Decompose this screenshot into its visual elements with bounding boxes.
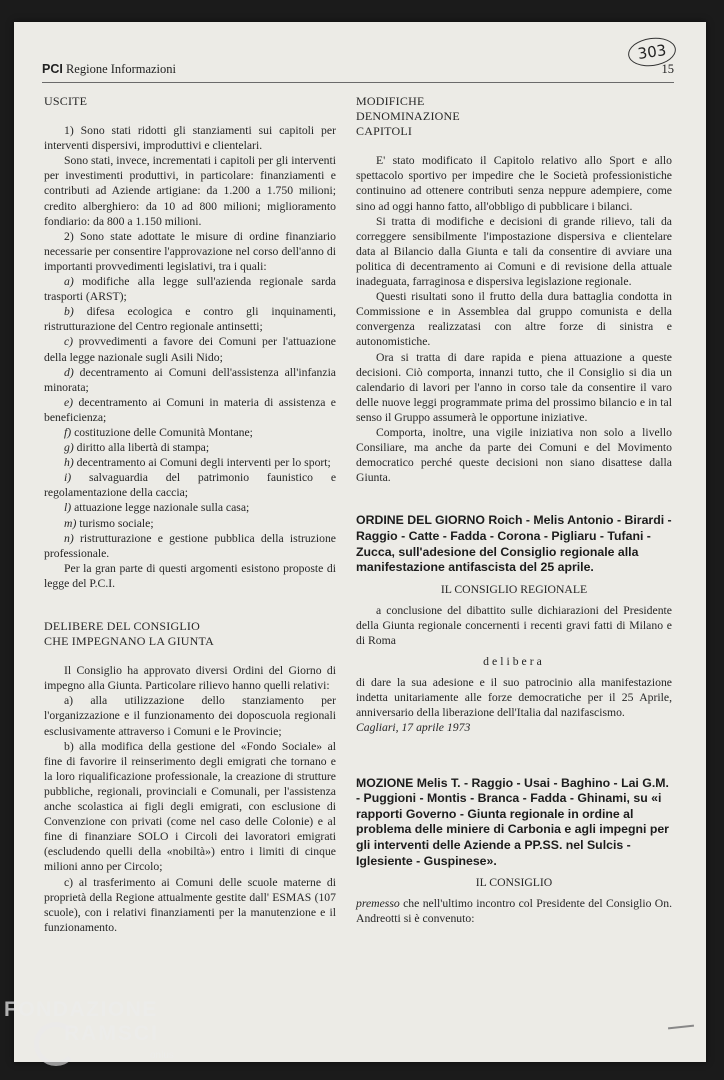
list-item: g) diritto alla libertà di stampa; — [64, 441, 210, 455]
council-heading: IL CONSIGLIO — [475, 876, 553, 890]
list-item: b) difesa ecologica e contro gli inquinamenti, ristrutturazione del Centro regionale antinsetti; — [44, 305, 336, 334]
pencil-mark — [668, 1025, 694, 1030]
header-brand: PCI — [42, 62, 63, 76]
paragraph: Per la gran parte di questi argomenti esistono proposte di legge del P.C.I. — [44, 561, 336, 590]
paragraph: premesso che nell'ultimo incontro col Presidente del Consiglio On. Andreotti si è convenuto: — [356, 897, 673, 926]
watermark-logo: FONDAZIONE RAMSCI onlus — [4, 998, 204, 1074]
page-number: 15 — [661, 62, 674, 76]
paragraph: Sono stati, invece, incrementati i capitoli per gli interventi per investimenti produttivi, in particolare: finanziamenti e contributi ad Aziende artigiane: da 1.200 a 1.750 milioni; credito alberghiero: da 10 ad 800 milioni; miglioramento fondiario: da 800 a 1.150 milioni. — [44, 154, 336, 228]
list-item: e) decentramento ai Comuni in materia di assistenza e beneficienza; — [44, 395, 336, 424]
ordine-del-giorno-title: ORDINE DEL GIORNO Roich - Melis Antonio - Birardi - Raggio - Catte - Fadda - Corona - Pigliaru - Tufani - Zucca, sull'adesione del Consiglio regionale alla manifestazione antifascista del 25 aprile. — [356, 513, 672, 575]
left-column — [44, 94, 336, 935]
paragraph: Ora si tratta di dare rapida e piena attuazione a queste decisioni. Ciò comporta, innanzi tutto, che il Consiglio si dia un calendario di lavori per l'anno in corso tale da consentire il varo delle nuove leggi programmate prima del prossimo bilancio e in tal senso il Gruppo assumerà le opportune iniziative. — [356, 350, 672, 424]
right-column — [356, 94, 672, 926]
section-title-uscite: USCITE — [44, 94, 88, 108]
page-header — [42, 62, 674, 83]
paragraph: a conclusione del dibattito sulle dichiarazioni del Presidente della Giunta regionale concernenti i recenti gravi fatti di Milano e di Roma — [356, 603, 672, 647]
paragraph: Si tratta di modifiche e decisioni di grande rilievo, tali da correggere sensibilmente l'impostazione dispersiva e clientelare data al Bilancio dalla Giunta e tali da consentire di avviare una politica di decentramento ai Comuni e di revisione della attuale inadeguata, farraginosa e dispersiva legislazione regionale. — [356, 214, 672, 289]
handwritten-page-number: 303 — [626, 35, 677, 69]
mozione-title: MOZIONE Melis T. - Raggio - Usai - Baghino - Lai G.M. - Puggioni - Montis - Branca - Fadda - Ghinami, su «i rapporti Governo - Giunta regionale in ordine al problema delle miniere di Carbonia e agli impegni per gli interventi delle Aziende a PP.SS. nel Sulcis - Iglesiente - Guspinese». — [356, 775, 669, 868]
paragraph: di dare la sua adesione e il suo patrocinio alla manifestazione indetta unitariamente alle forze democratiche per il 25 Aprile, anniversario della liberazione dell'Italia dal nazifascismo. — [356, 676, 672, 720]
place-date: Cagliari, 17 aprile 1973 — [356, 721, 471, 735]
council-heading: IL CONSIGLIO REGIONALE — [440, 582, 588, 596]
list-item: h) decentramento ai Comuni degli interventi per lo sport; — [64, 456, 331, 470]
paragraph: Questi risultati sono il frutto della dura battaglia condotta in Commissione e in Assemblea dal gruppo comunista e della convergenza realizzatasi con altre forze di sinistra e autonomistiche. — [356, 290, 672, 349]
header-title: Regione Informazioni — [65, 62, 177, 76]
delibera-label: delibera — [483, 655, 545, 669]
section-title-modifiche: MODIFICHE DENOMINAZIONE CAPITOLI — [356, 94, 460, 139]
list-item: f) costituzione delle Comunità Montane; — [64, 425, 253, 439]
list-item: i) salvaguardia del patrimonio faunistico e regolamentazione della caccia; — [44, 471, 337, 500]
list-item: a) modifiche alla legge sull'azienda regionale sarda trasporti (ARST); — [44, 275, 336, 304]
paragraph: Il Consiglio ha approvato diversi Ordini del Giorno di impegno alla Giunta. Particolare rilievo hanno quelli relativi: — [44, 664, 336, 693]
measures-list — [44, 274, 336, 561]
paragraph: 1) Sono stati ridotti gli stanziamenti sui capitoli per interventi dispersivi, improduttivi e clientelari. — [44, 124, 336, 153]
section-title-delibere: DELIBERE DEL CONSIGLIO CHE IMPEGNANO LA GIUNTA — [44, 619, 214, 649]
paragraph: 2) Sono state adottate le misure di ordine finanziario necessarie per consentire l'approvazione nel corso dell'anno di importanti provvedimenti legislativi, tra i quali: — [44, 229, 336, 273]
document-page — [14, 22, 706, 1062]
list-item: l) attuazione legge nazionale sulla casa; — [64, 501, 250, 515]
paragraph: Comporta, inoltre, una vigile iniziativa non solo a livello Consiliare, ma anche da parte dei Comuni e del Movimento democratico perché queste decisioni non siano disattese dalla Giunta. — [356, 425, 672, 485]
paragraph: E' stato modificato il Capitolo relativo allo Sport e allo spettacolo sportivo per impedire che le Società professionistiche continuino ad ottenere contributi senza neppure adempiere, come sino ad oggi hanno fatto, all'obbligo di pubblicare i bilanci. — [356, 154, 672, 213]
list-item: m) turismo sociale; — [64, 516, 154, 530]
list-item: c) provvedimenti a favore dei Comuni per l'attuazione della legge nazionale sugli Asili Nido; — [44, 335, 336, 364]
paragraph: c) al trasferimento ai Comuni delle scuole materne di proprietà della Regione attualmente gestite dall' ESMAS (107 scuole), con i relativi finanziamenti per la manutenzione e il funzionamento. — [44, 875, 336, 934]
paragraph: a) alla utilizzazione dello stanziamento per l'organizzazione e il funzionamento dei doposcuola regionali esclusivamente attraverso i Comuni e le Provincie; — [44, 694, 336, 738]
list-item: d) decentramento ai Comuni dell'assistenza all'infanzia minorata; — [44, 365, 336, 394]
paragraph: b) alla modifica della gestione del «Fondo Sociale» al fine di favorire il reinserimento degli emigrati che tornano e la loro riqualificazione professionale, la creazione di strutture pubbliche, regionali, provinciali e Comunali, per l'assistenza anche scolastica ai figli degli emigrati, con esclusione di Convenzione con privati (come nel caso delle Colonie) e al fine di finanziare SOLO i Circoli dei lavoratori emigrati (escludendo quelli della «nobiltà») entro i limiti di cinque milioni anno per Circolo; — [44, 739, 336, 874]
list-item: n) ristrutturazione e gestione pubblica della istruzione professionale. — [44, 531, 336, 560]
